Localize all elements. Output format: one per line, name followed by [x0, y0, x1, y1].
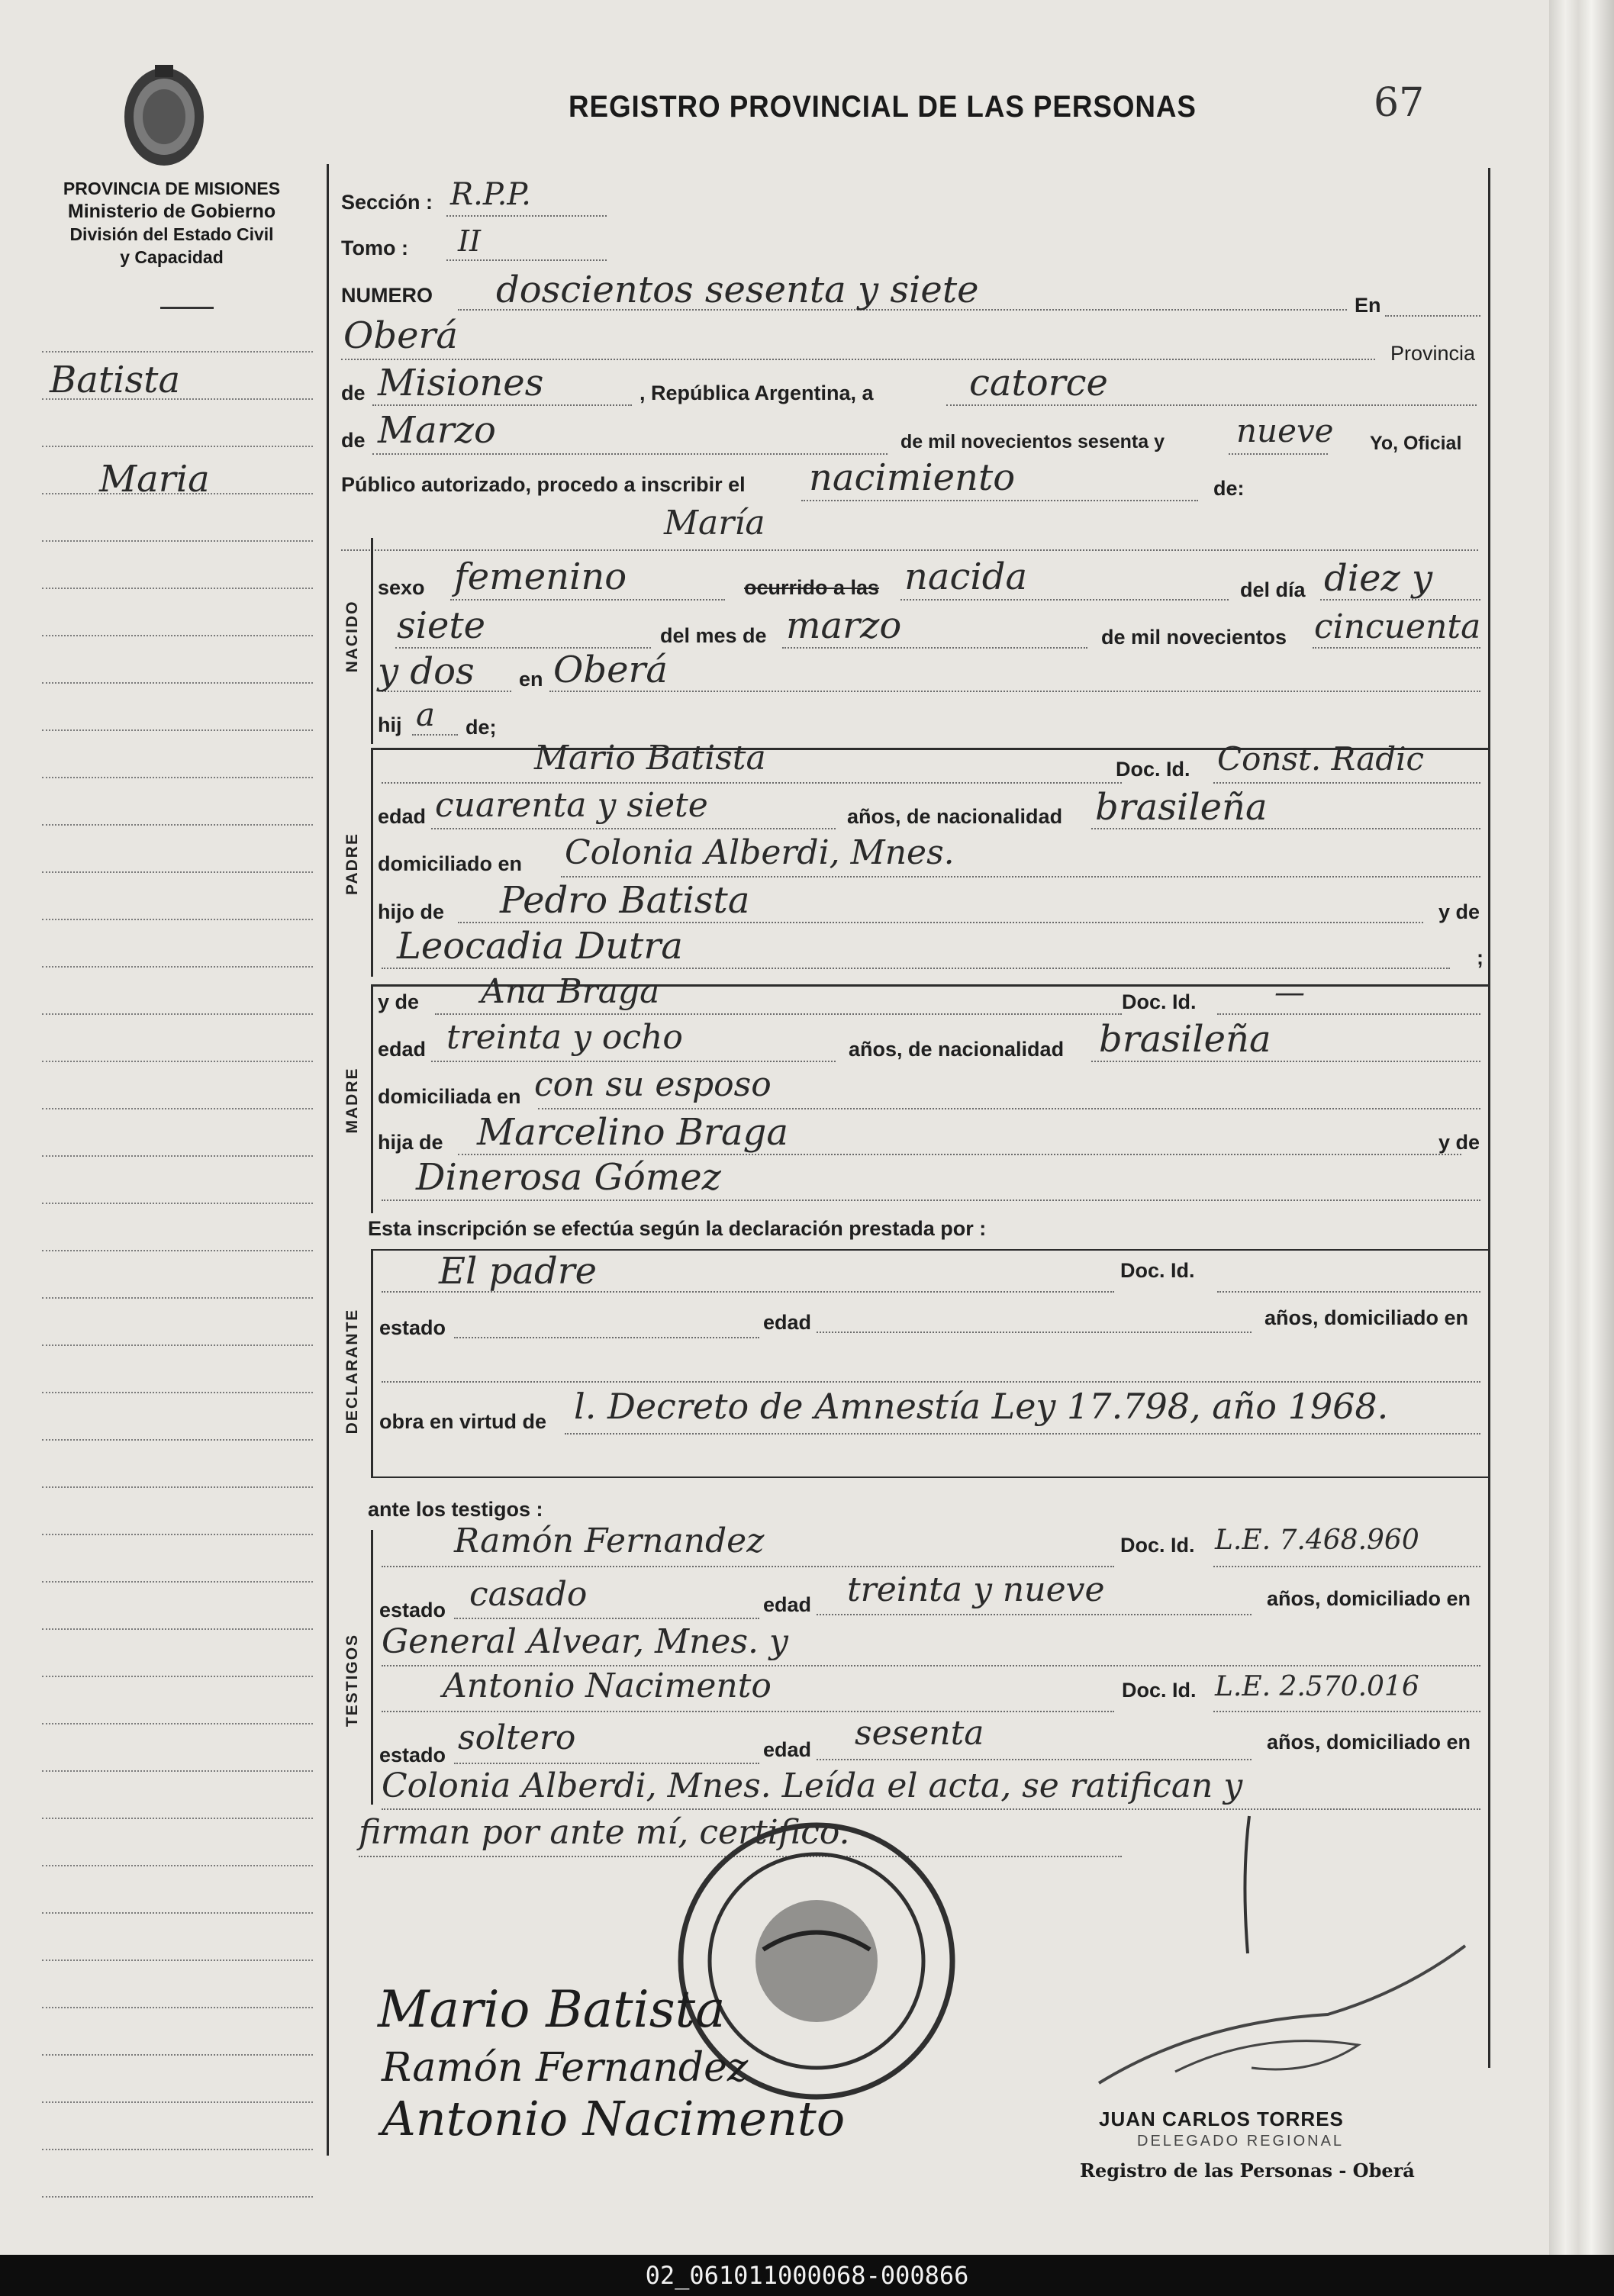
nacido-en-label: en	[519, 668, 543, 691]
w1-doc-label: Doc. Id.	[1120, 1534, 1195, 1557]
margin-note-line	[42, 588, 313, 589]
hij-de-label: de;	[466, 716, 497, 739]
margin-note-line	[42, 446, 313, 447]
oficial-label: Yo, Oficial	[1370, 433, 1462, 454]
madre-edad-value: treinta y ocho	[446, 1018, 683, 1057]
padre-edad-line	[431, 828, 836, 829]
madre-domic-value: con su esposo	[534, 1065, 772, 1104]
declarante-obra-label: obra en virtud de	[379, 1410, 547, 1433]
padre-label: PADRE	[343, 832, 361, 895]
padre-father-value: Pedro Batista	[500, 879, 750, 922]
madre-name: Ana Braga	[481, 972, 660, 1011]
org-name	[23, 177, 321, 269]
year-value: nueve	[1236, 412, 1334, 449]
w2-doc-label: Doc. Id.	[1122, 1679, 1197, 1702]
declarante-doc-line	[1217, 1291, 1480, 1293]
act-line	[801, 500, 1198, 501]
margin-note-line	[42, 824, 313, 826]
ocurrido-value: nacida	[904, 555, 1028, 598]
testigos-intro: ante los testigos :	[368, 1498, 543, 1521]
sexo-value: femenino	[454, 555, 627, 598]
en-label: En	[1355, 294, 1381, 317]
padre-mother-line	[382, 968, 1450, 969]
margin-note-line	[42, 2101, 313, 2103]
madre-nac-label: años, de nacionalidad	[849, 1038, 1065, 1061]
margin-given-name: Maria	[99, 458, 210, 501]
madre-domic-line	[538, 1108, 1480, 1109]
hij-value: a	[416, 696, 436, 733]
dia-value-2: siete	[397, 604, 486, 647]
mil-label: de mil novecientos sesenta y	[900, 431, 1165, 452]
padre-name: Mario Batista	[534, 739, 766, 778]
month-value: Marzo	[378, 409, 496, 452]
padre-doc-value: Const. Radic	[1217, 740, 1425, 778]
declarante-label: DECLARANTE	[343, 1308, 361, 1435]
w2-domic-value: Colonia Alberdi, Mnes. Leída el acta, se ratifican y	[382, 1766, 1243, 1805]
madre-mother-value: Dinerosa Gómez	[416, 1156, 721, 1199]
madre-hija-label: hija de	[378, 1131, 443, 1154]
margin-note-line	[42, 2196, 313, 2198]
org-line-2: Ministerio de Gobierno	[67, 201, 276, 222]
madre-bracket	[371, 984, 373, 1213]
w2-anios-label: años, domiciliado en	[1267, 1731, 1471, 1753]
provincia-label: Provincia	[1390, 342, 1476, 365]
margin-note-line	[42, 540, 313, 542]
padre-father-line	[458, 922, 1423, 923]
tomo-line	[446, 259, 607, 261]
child-name: María	[664, 504, 765, 543]
margin-note-line	[42, 966, 313, 968]
madre-father-value: Marcelino Braga	[477, 1111, 788, 1154]
margin-note-line	[42, 1486, 313, 1488]
republica-label: , República Argentina, a	[639, 382, 874, 404]
declarante-bottom-rule	[371, 1476, 1488, 1478]
margin-note-line	[42, 1912, 313, 1914]
declarante-edad-label: edad	[763, 1311, 812, 1334]
year-line	[1229, 453, 1328, 455]
margin-note-line	[42, 871, 313, 873]
padre-mother-value: Leocadia Dutra	[397, 925, 683, 968]
padre-hijo-label: hijo de	[378, 900, 444, 923]
madre-father-line	[458, 1154, 1461, 1155]
margin-note-line	[42, 1818, 313, 1819]
w1-name-line	[382, 1566, 1114, 1567]
margin-note-line	[42, 1723, 313, 1724]
padre-semicolon: ;	[1477, 946, 1484, 969]
w1-edad-value: treinta y nueve	[847, 1570, 1105, 1609]
margin-note-line	[42, 2149, 313, 2150]
padre-name-line	[382, 782, 1122, 784]
margin-note-line	[42, 729, 313, 731]
mil-nov-label: de mil novecientos	[1101, 626, 1287, 649]
del-dia-label: del día	[1240, 578, 1306, 601]
declarante-domic-line	[382, 1381, 1480, 1383]
ocurrido-line	[900, 599, 1229, 601]
padre-domic-line	[561, 876, 1480, 878]
w1-estado-label: estado	[379, 1599, 446, 1621]
month-line	[372, 453, 888, 455]
seccion-line	[446, 215, 607, 217]
de-label-1: de	[341, 382, 366, 404]
margin-note-line	[42, 1581, 313, 1583]
numero-label: NUMERO	[341, 284, 433, 307]
w2-doc-line	[1213, 1711, 1480, 1712]
margin-note-line	[42, 1013, 313, 1015]
book-binding-edge	[1549, 0, 1614, 2255]
margin-note-line	[42, 635, 313, 636]
ocurrido-label: ocurrido a las	[744, 576, 880, 599]
madre-nac-value: brasileña	[1099, 1018, 1271, 1061]
w1-domic-value: General Alvear, Mnes. y	[382, 1622, 788, 1661]
padre-nac-label: años, de nacionalidad	[847, 805, 1063, 828]
declarante-estado-line	[454, 1337, 759, 1338]
madre-yde2-label: y de	[1438, 1131, 1480, 1154]
nacido-label: NACIDO	[343, 600, 361, 673]
madre-yde-label: y de	[378, 990, 420, 1013]
madre-mother-line	[382, 1200, 1480, 1201]
declarante-anios-label: años, domiciliado en	[1264, 1306, 1469, 1329]
margin-note-line	[42, 1439, 313, 1441]
testigos-bracket	[371, 1530, 373, 1805]
w2-name: Antonio Nacimento	[443, 1666, 772, 1705]
official-name: JUAN CARLOS TORRES	[1099, 2108, 1344, 2130]
margin-note-line	[42, 919, 313, 920]
w1-doc-line	[1213, 1566, 1480, 1567]
dia-value-1: diez y	[1324, 557, 1433, 600]
padre-yde-label: y de	[1438, 900, 1480, 923]
madre-doc-label: Doc. Id.	[1122, 990, 1197, 1013]
declarante-name: El padre	[439, 1250, 598, 1293]
declarante-obra-value: l. Decreto de Amnestía Ley 17.798, año 1968.	[574, 1386, 1389, 1427]
declarante-bracket	[371, 1249, 373, 1478]
madre-doc-value: —	[1274, 975, 1305, 1010]
nacido-bracket	[371, 538, 373, 744]
testigos-label: TESTIGOS	[343, 1633, 361, 1728]
lugar-value: Oberá	[553, 649, 668, 691]
right-margin-rule	[1488, 168, 1490, 2068]
margin-note-line	[42, 1155, 313, 1157]
tomo-value: II	[458, 224, 482, 258]
w2-estado-line	[454, 1763, 759, 1764]
margin-note-line	[42, 1534, 313, 1535]
org-line-3: División del Estado Civil	[69, 224, 274, 244]
official-title: DELEGADO REGIONAL	[1137, 2133, 1345, 2149]
declarante-doc-label: Doc. Id.	[1120, 1259, 1195, 1282]
margin-note-line	[42, 1061, 313, 1062]
madre-domic-label: domiciliada en	[378, 1085, 521, 1108]
margin-note-line	[42, 1392, 313, 1393]
official-signature-scribble	[1084, 1931, 1480, 2098]
w1-name: Ramón Fernandez	[454, 1522, 765, 1560]
province-line	[372, 404, 632, 406]
w2-domic-line	[382, 1808, 1480, 1810]
lugar-line	[549, 691, 1480, 692]
margin-surname: Batista	[50, 359, 181, 401]
w2-edad-label: edad	[763, 1738, 812, 1761]
madre-nac-line	[1091, 1061, 1480, 1062]
tomo-label: Tomo :	[341, 237, 408, 259]
org-rule	[160, 307, 214, 309]
declarante-intro: Esta inscripción se efectúa según la declaración prestada por :	[368, 1217, 987, 1240]
child-name-line	[341, 549, 1478, 551]
place-value: Oberá	[343, 314, 459, 357]
hij-label: hij	[378, 713, 402, 736]
declarante-estado-label: estado	[379, 1316, 446, 1339]
margin-note-line	[42, 1770, 313, 1772]
padre-nac-value: brasileña	[1095, 786, 1268, 829]
w2-doc-value: L.E. 2.570.016	[1215, 1671, 1419, 1702]
margin-note-line	[42, 351, 313, 353]
w1-edad-label: edad	[763, 1593, 812, 1616]
w1-edad-line	[817, 1614, 1252, 1615]
margin-note-line	[42, 1108, 313, 1109]
declarante-obra-line	[565, 1433, 1480, 1435]
official-office: Registro de las Personas - Oberá	[1080, 2159, 1415, 2182]
de2-label: de:	[1213, 477, 1245, 500]
numero-value: doscientos sesenta y siete	[496, 269, 979, 311]
provincial-seal	[118, 57, 210, 172]
day-value: catorce	[969, 362, 1108, 404]
signature-1: Mario Batista	[378, 1980, 726, 2039]
w1-estado-line	[454, 1618, 759, 1619]
padre-edad-label: edad	[378, 805, 427, 828]
w2-edad-line	[817, 1759, 1252, 1760]
sexo-line	[450, 599, 725, 601]
margin-note-line	[42, 682, 313, 684]
margin-note-line	[42, 1297, 313, 1299]
province-value: Misiones	[378, 362, 544, 404]
margin-note-line	[42, 1865, 313, 1866]
madre-name-line	[435, 1013, 1122, 1015]
margin-note-line	[42, 1959, 313, 1961]
madre-edad-label: edad	[378, 1038, 427, 1061]
w2-estado-value: soltero	[458, 1718, 576, 1757]
margin-note-line	[42, 1676, 313, 1677]
margin-note-line	[42, 1628, 313, 1630]
declarante-edad-line	[817, 1332, 1252, 1333]
w2-estado-label: estado	[379, 1744, 446, 1766]
de-label-2: de	[341, 429, 366, 452]
en-line	[1385, 315, 1480, 317]
anio-value-1: cincuenta	[1314, 607, 1481, 646]
org-line-4: y Capacidad	[120, 247, 224, 267]
mes-line	[782, 647, 1087, 649]
image-caption: 02_061011000068-000866	[0, 2255, 1614, 2296]
anio-value-2: y dos	[378, 650, 475, 693]
seccion-value: R.P.P.	[450, 177, 531, 212]
place-line	[341, 359, 1375, 360]
closing-text: firman por ante mí, certifico.	[359, 1813, 850, 1852]
madre-doc-line	[1217, 1013, 1480, 1015]
sexo-label: sexo	[378, 576, 425, 599]
madre-label: MADRE	[343, 1067, 361, 1134]
signature-stroke	[1232, 1808, 1263, 1961]
day-line	[946, 404, 1477, 406]
signature-2: Ramón Fernandez	[382, 2045, 749, 2091]
margin-note-line	[42, 1203, 313, 1204]
padre-domic-label: domiciliado en	[378, 852, 523, 875]
signature-3: Antonio Nacimento	[382, 2091, 846, 2146]
left-margin-rule	[327, 164, 329, 2156]
anio-line-1	[1313, 647, 1480, 649]
margin-note-line	[42, 777, 313, 778]
margin-note-line	[42, 1344, 313, 1346]
w2-edad-value: sesenta	[855, 1714, 984, 1753]
madre-edad-line	[431, 1061, 836, 1062]
padre-edad-value: cuarenta y siete	[435, 786, 708, 825]
padre-doc-line	[1213, 782, 1480, 784]
w1-anios-label: años, domiciliado en	[1267, 1587, 1471, 1610]
padre-bracket	[371, 748, 373, 977]
page-number: 67	[1374, 80, 1425, 126]
seccion-label: Sección :	[341, 191, 433, 214]
margin-note-line	[42, 2007, 313, 2008]
org-line-1: PROVINCIA DE MISIONES	[63, 179, 281, 198]
document-title: REGISTRO PROVINCIAL DE LAS PERSONAS	[569, 90, 1197, 124]
del-mes-label: del mes de	[660, 624, 767, 647]
publico-label: Público autorizado, procedo a inscribir el	[341, 473, 746, 496]
hij-line	[412, 734, 458, 736]
margin-note-line	[42, 2054, 313, 2056]
mes-value: marzo	[786, 604, 902, 647]
padre-doc-label: Doc. Id.	[1116, 758, 1190, 781]
padre-domic-value: Colonia Alberdi, Mnes.	[565, 833, 955, 872]
w1-estado-value: casado	[469, 1575, 588, 1614]
w2-name-line	[382, 1711, 1114, 1712]
act-value: nacimiento	[809, 456, 1016, 499]
margin-note-line	[42, 1250, 313, 1251]
w1-doc-value: L.E. 7.468.960	[1215, 1525, 1419, 1556]
